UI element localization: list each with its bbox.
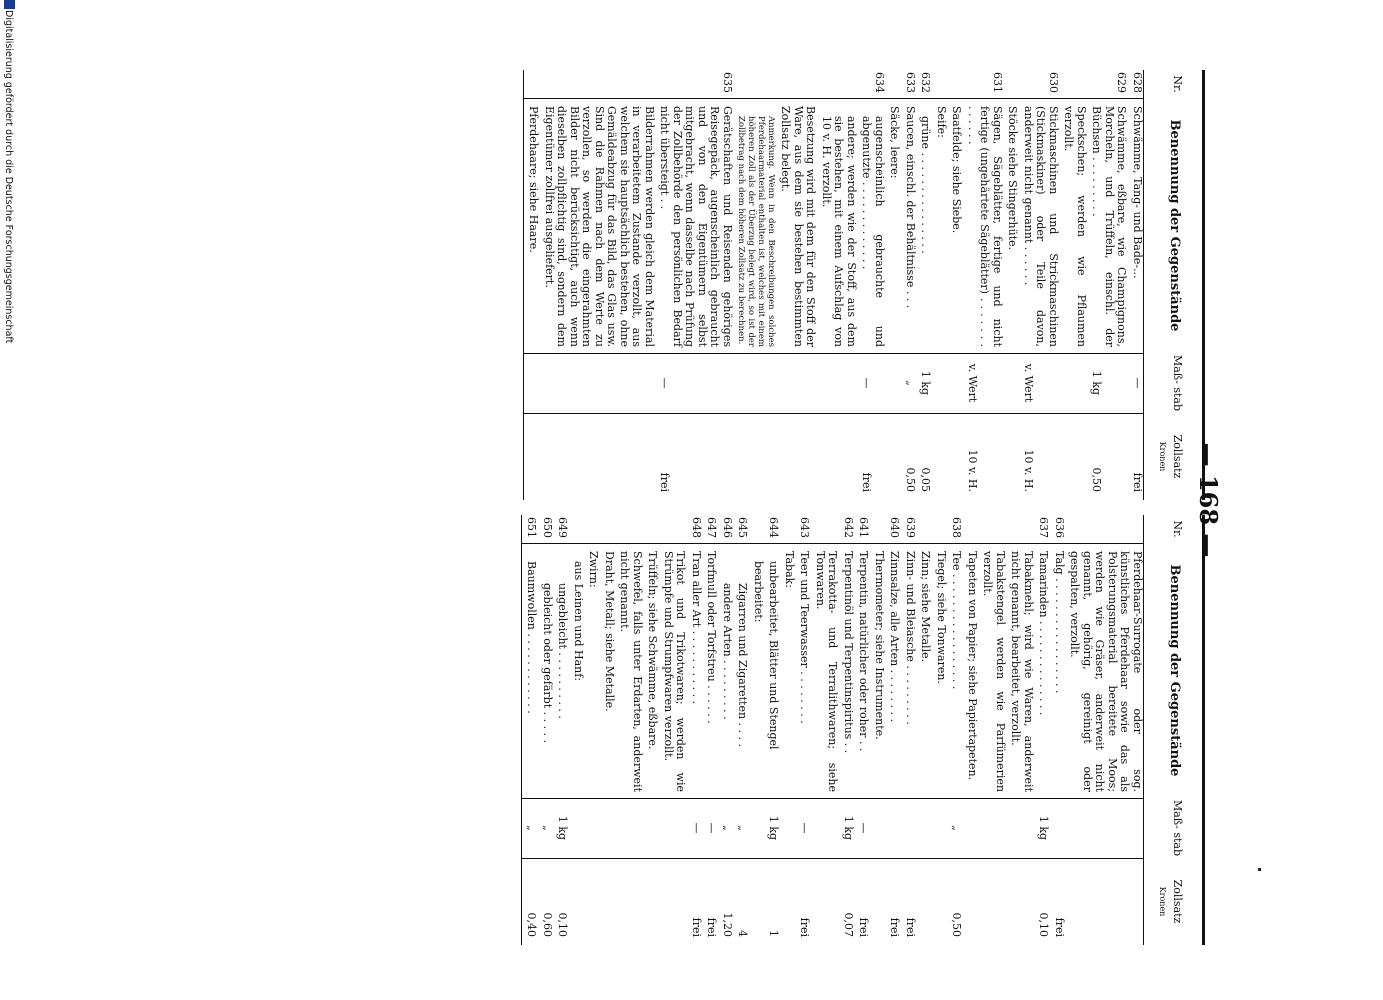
table-row (779, 70, 817, 500)
row-mass: — (658, 377, 672, 389)
row-name: Schwefel, falls unter Erdarten, anderweit nicht genannt. (618, 551, 644, 792)
table-row (541, 515, 554, 945)
row-mass: — (857, 822, 871, 834)
digitization-footer (1, 0, 15, 1000)
row-name: Stickmaschinen und Strickmaschinen (Stickmaskiner) oder Teile davon, anderweit nicht genannt . . . . . . (1022, 106, 1060, 347)
table-header (1143, 515, 1205, 945)
row-mass: „ (950, 825, 964, 831)
row-zoll: 0,60 (541, 912, 554, 937)
table-row (783, 515, 796, 945)
row-name: Seife: (935, 106, 948, 138)
table-row (1068, 515, 1143, 945)
row-mass: „ (525, 825, 539, 831)
table-row (662, 515, 687, 945)
row-nr: 643 (798, 517, 812, 538)
header-zoll: Zollsatz Kronen (1158, 879, 1184, 924)
column-rule (522, 798, 1143, 799)
table-row (888, 70, 901, 500)
table-row (981, 515, 1006, 945)
page-number: — 168 — (1194, 442, 1223, 558)
row-mass: „ (736, 825, 750, 831)
table-row (904, 515, 917, 945)
row-name: Tee . . . . . . . . . . . . . . . . . (950, 551, 964, 690)
table-row (658, 70, 733, 500)
column-rule (524, 413, 1143, 414)
row-mass: 1 kg (1037, 815, 1051, 841)
row-nr: 638 (950, 517, 964, 538)
row-mass: 1 kg (556, 815, 570, 841)
row-mass: 1 kg (767, 815, 781, 841)
row-nr: 639 (904, 517, 917, 538)
row-name: Trüffeln; siehe Schwämme, eßbare. (646, 551, 660, 750)
row-name: Zinnsalze, alle Arten . . . . . . . . (888, 551, 902, 723)
row-name: Tapeten von Papier; siehe Papiertapeten. (966, 551, 979, 781)
table-row (966, 70, 1004, 500)
row-nr: 649 (556, 517, 570, 538)
row-zoll: 0,50 (904, 467, 917, 492)
row-mass: v. Wert (966, 363, 979, 403)
table-row (1053, 515, 1066, 945)
row-name: Sägen, Sägeblätter, fertige und nicht fertige (ungehärtete Sägeblätter) . . . . . . . . . . . . . (966, 106, 1004, 347)
table-row (736, 515, 749, 945)
row-name: Bilderrahmen werden gleich dem Material in verarbeitetem Zustande verzollt, aus welchem sie hauptsächlich bestehen, ohne Gemäldeabzug für das Bild, das Glas usw. Sind die Rahmen nach dem Werte zu verzollen, so werden die eingerahmten Bilder nicht berücksichtigt, auch wenn dieselben zollpflichtig sind, sondern dem Eigentümer zollfrei ausgeliefert. (543, 106, 656, 347)
table-row (603, 515, 616, 945)
row-nr: 641 (857, 517, 871, 538)
table-row (798, 515, 811, 945)
header-name: Benennung der Gegenstände (1167, 119, 1182, 332)
row-name: grüne . . . . . . . . . . . . . . . (919, 116, 933, 254)
row-nr: 644 (767, 517, 781, 538)
row-name: Pferdehaar-Surrogate oder sog. künstliches Pferdehaar sowie das als Polsterungsmaterial bereitete Moos; werden wie Gräser, anderweit nicht genannt, gehörig, gereinigt oder gespalten, verzollt. (1068, 551, 1144, 792)
column-rule (524, 353, 1143, 354)
tariff-table-right (521, 515, 1205, 945)
table-body (523, 70, 1143, 500)
row-nr: 651 (525, 517, 539, 538)
row-zoll: 10 v. H. (1022, 449, 1035, 492)
row-name: augenscheinlich gebrauchte und abgenutzte . . . . . . . . . . . . . (860, 116, 886, 347)
table-row (618, 515, 643, 945)
row-mass: — (860, 377, 874, 389)
row-name: Saucen, einschl. der Behältnisse . . . (904, 106, 917, 309)
row-name: Säcke, leere: (888, 106, 902, 179)
scan-mark (1258, 868, 1261, 871)
row-name: Anmerkung. Wenn in den Beschreibungen solches Pferdehaarmaterial enthalten ist, welches mit einem höheren Zoll als der Überzug belegt wird, so ist der Zollbetrag nach dem höheren Zollsatz zu berechnen. (736, 116, 776, 347)
table-row (1006, 70, 1019, 500)
table-row (919, 70, 932, 500)
table-row (1131, 70, 1144, 500)
row-name: Zinn; siehe Metalle. (919, 551, 933, 663)
row-nr: 634 (873, 72, 886, 93)
table-row (857, 515, 870, 945)
table-row (572, 515, 585, 945)
row-name: Terpentinöl und Terpentinspiritus . . (842, 551, 855, 754)
row-mass: 1 kg (1090, 370, 1104, 396)
row-nr: 630 (1047, 72, 1060, 93)
table-row (950, 515, 963, 945)
row-mass: „ (721, 825, 734, 831)
table-row (966, 515, 979, 945)
table-row (543, 70, 656, 500)
row-mass: — (798, 822, 812, 834)
dfg-logo (4, 0, 15, 9)
table-row (935, 515, 948, 945)
row-name: Tabakmehl; wird wie Waren, anderweit nicht genannt, bearbeitet, verzollt. (1009, 551, 1035, 792)
header-mass: Maß- stab (1171, 354, 1184, 412)
table-row (705, 515, 718, 945)
row-name: Terpentin, natürlicher oder roher . . (857, 551, 871, 752)
row-zoll: 0,10 (1037, 912, 1051, 937)
table-body (521, 515, 1143, 945)
table-row (646, 515, 659, 945)
row-name: Tabakstengel werden wie Parfümerien verzollt. (981, 551, 1007, 792)
row-nr: 646 (721, 517, 734, 538)
row-zoll: frei (658, 472, 672, 492)
row-name: Tran aller Art . . . . . . . . . . . (690, 551, 703, 705)
row-name: Terrakotta- und Terralithwaren; siehe Tonwaren. (814, 551, 840, 792)
row-name: Stöcke siehe Stingerhüte. (1006, 106, 1020, 251)
table-row (587, 515, 600, 945)
row-zoll: frei (860, 472, 874, 492)
row-zoll: 0,50 (1090, 467, 1104, 492)
row-mass: 1 kg (842, 815, 855, 841)
row-name: Besetzung wird mit dem für den Stoff der Ware, aus dem sie bestehen bestimmten Zollsatz belegt. (779, 106, 818, 347)
row-zoll: frei (690, 917, 703, 937)
row-zoll: frei (857, 917, 871, 937)
table-row (721, 515, 734, 945)
row-name: Pferdehaare; siehe Haare. (527, 106, 541, 253)
row-name: Draht, Metall; siehe Metalle. (603, 551, 616, 712)
header-nr: Nr. (1171, 520, 1184, 538)
row-name: Baumwollen . . . . . . . . . . . . (525, 561, 539, 714)
row-name: Schwämme, eßbare, wie Champignons, Morcheln, und Trüffeln, einschl. der Büchsen . . . . . . . . . (1090, 106, 1129, 347)
table-row (690, 515, 703, 945)
row-name: aus Leinen und Hanf: (572, 561, 585, 682)
row-name: andere; werden wie der Stoff, aus dem sie bestehen, mit einem Aufschlag von 10 v. H. verzollt. (820, 116, 858, 347)
table-row (1022, 70, 1060, 500)
table-row (527, 70, 540, 500)
row-name: Tamarinden . . . . . . . . . . . . . . (1037, 551, 1051, 716)
row-zoll: frei (1053, 917, 1066, 937)
row-mass: „ (541, 825, 554, 831)
header-name: Benennung der Gegenstände (1167, 564, 1182, 777)
table-row (842, 515, 855, 945)
row-name: Tiegel; siehe Tonwaren. (935, 551, 948, 684)
footer-credit: Digitalisierung gefördert durch die Deutsche Forschungsgemeinschaft (3, 10, 14, 344)
row-mass: v. Wert (1022, 363, 1035, 403)
row-name: Torfmull oder Torfstreu . . . . . . (705, 551, 719, 724)
table-row (904, 70, 917, 500)
row-nr: 650 (541, 517, 554, 538)
row-name: unbearbeitet, Blätter und Stengel (767, 561, 781, 750)
column-rule (522, 543, 1143, 544)
row-name: Trikot und Trikotwaren; werden wie Strümpfe und Strumpfwaren verzollt. (662, 551, 688, 792)
row-mass: — (1131, 377, 1144, 389)
row-name: Saatfelde; siehe Siebe. (950, 106, 964, 234)
row-mass: — (690, 822, 703, 834)
row-nr: 637 (1037, 517, 1051, 538)
tariff-table-left (523, 70, 1205, 500)
row-nr: 636 (1053, 517, 1066, 538)
row-name: Gerätschaften und Reisenden gehöriges Reisegepäck, augenscheinlich gebraucht und von den Eigentümern selbst mitgebracht, wenn dasselbe nach Prüfung der Zollbehörde den persönlichen Bedarf nicht übersteigt . . (658, 106, 734, 347)
column-rule (524, 98, 1143, 99)
row-nr: 648 (690, 517, 703, 538)
row-nr: 633 (904, 72, 917, 93)
table-row (888, 515, 901, 945)
row-zoll: frei (1131, 472, 1144, 492)
row-zoll: 10 v. H. (966, 449, 979, 492)
row-name: Speckschen; werden wie Pflaumen verzollt. (1062, 106, 1088, 347)
table-row (1062, 70, 1087, 500)
row-mass: — (705, 822, 719, 834)
row-nr: 645 (736, 517, 750, 538)
header-nr: Nr. (1171, 75, 1184, 93)
row-nr: 629 (1115, 72, 1129, 93)
row-zoll: 0,10 (556, 912, 570, 937)
row-zoll: 4 (736, 930, 750, 937)
table-header (1143, 70, 1205, 500)
row-name: gebleicht oder gefärbt . . . . . (541, 583, 554, 744)
table-row (919, 515, 932, 945)
table-row (525, 515, 538, 945)
table-row (873, 515, 886, 945)
row-name: Talg . . . . . . . . . . . . . . . . . (1053, 551, 1066, 694)
table-row (1090, 70, 1128, 500)
row-zoll: frei (904, 917, 917, 937)
row-mass: 1 kg (919, 370, 933, 396)
column-rule (522, 858, 1143, 859)
table-row (752, 515, 765, 945)
table-row (860, 70, 885, 500)
row-name: Thermometer; siehe Instrumente. (873, 551, 886, 740)
row-name: Teer und Teerwasser . . . . . . . . (798, 551, 812, 724)
table-row (556, 515, 569, 945)
row-zoll: 0,40 (525, 912, 539, 937)
row-zoll: frei (888, 917, 902, 937)
row-zoll: 0,50 (950, 912, 964, 937)
row-zoll: 1 (767, 930, 781, 937)
table-row (1009, 515, 1034, 945)
header-mass: Maß- stab (1171, 799, 1184, 857)
header-zoll: Zollsatz Kronen (1158, 434, 1184, 479)
table-row (820, 70, 858, 500)
row-nr: 631 (991, 72, 1004, 93)
table-row (935, 70, 948, 500)
row-name: Zinn- und Bleiasche . . . . . . . . . (904, 551, 917, 725)
row-name: Tabak: (783, 551, 796, 589)
row-zoll: frei (705, 917, 719, 937)
row-zoll: 0,07 (842, 912, 855, 937)
table-row (950, 70, 963, 500)
row-nr: 642 (842, 517, 855, 538)
row-name: ungebleicht . . . . . . . . . . (556, 583, 570, 719)
row-name: andere Arten . . . . . . . . . (721, 583, 734, 720)
table-row (814, 515, 839, 945)
row-name: Schwämme, Tang- und Bade-... (1131, 106, 1144, 279)
table-row (736, 70, 776, 500)
row-nr: 632 (919, 72, 933, 93)
row-name: Zigarren und Zigaretten . . . . (736, 583, 750, 748)
row-nr: 628 (1131, 72, 1144, 93)
row-nr: 647 (705, 517, 719, 538)
row-nr: 635 (721, 72, 734, 93)
table-row (1037, 515, 1050, 945)
table-row (767, 515, 780, 945)
row-nr: 640 (888, 517, 902, 538)
row-name: bearbeitet: (752, 561, 765, 623)
row-zoll: 1,20 (721, 912, 734, 937)
row-name: Zwirn: (587, 551, 601, 588)
row-zoll: frei (798, 917, 812, 937)
row-mass: „ (904, 380, 917, 386)
row-zoll: 0,05 (919, 467, 933, 492)
